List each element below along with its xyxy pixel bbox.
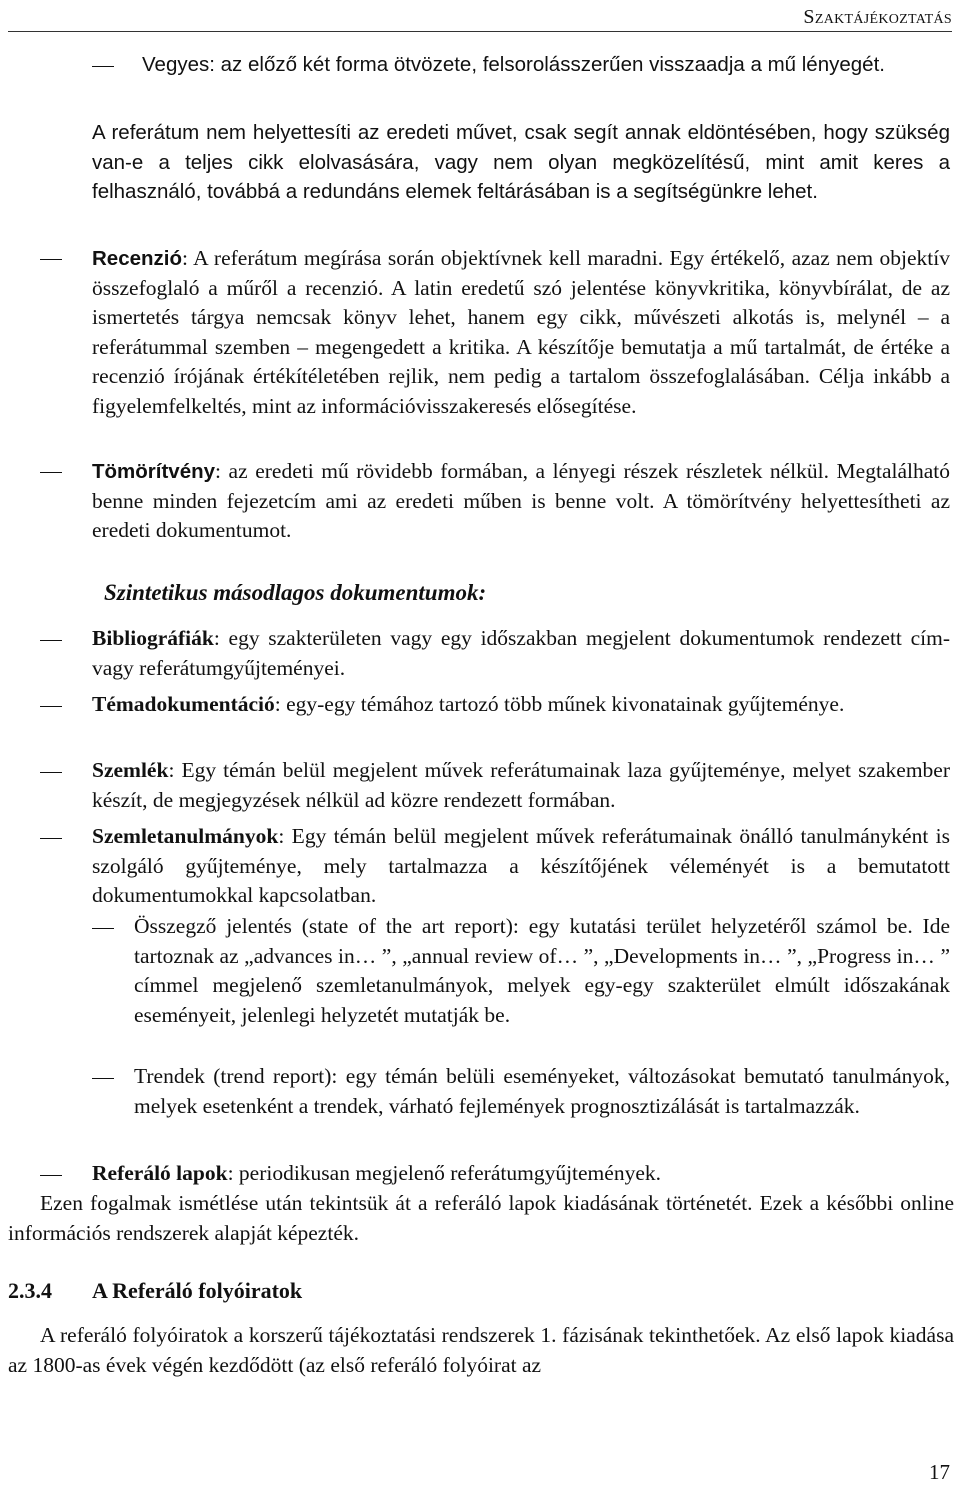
text-referalo-lapok: : periodikusan megjelenő referátumgyűjtemények. (227, 1161, 661, 1185)
text-bibliografiak: : egy szakterületen vagy egy időszakban megjelent dokumentumok rendezett cím- vagy referátumgyűjteményei. (92, 626, 950, 680)
text-szemlek: : Egy témán belül megjelent művek referátumainak laza gyűjteménye, melyet szakember készít, de megjegyzések nélkül ad közre rendezett formában. (92, 758, 950, 812)
list-item-temadokumentacio (92, 690, 950, 720)
section-heading-synthetic (104, 578, 486, 608)
section-heading-text: Szintetikus másodlagos dokumentumok: (104, 580, 487, 605)
list-dash (40, 640, 62, 641)
page-number: 17 (929, 1460, 950, 1484)
list-dash (40, 838, 62, 839)
text-temadokumentacio: : egy-egy témához tartozó több műnek kivonatainak gyűjteménye. (274, 692, 845, 716)
paragraph-referatum: A referátum nem helyettesíti az eredeti művet, csak segít annak eldöntésében, hogy szükség van-e a teljes cikk elolvasására, vagy nem olyan megközelítésű, mint amit keres a felhasználó, továbbá a redundáns elemek feltárásában is a segítségünkre lehet. (92, 121, 950, 203)
section-number-234: 2.3.4 (8, 1278, 52, 1303)
text-szemletanulmanyok: : Egy témán belül megjelent művek referátumainak önálló tanulmányként is szolgáló gyűjteménye, mely tartalmazza a készítőjének véleményét is a bemutatott dokumentumokkal kapcsolatban. (92, 824, 950, 907)
sub-list-dash (92, 1078, 114, 1079)
list-item-recenzio (92, 244, 950, 421)
paragraph-history: Ezen fogalmak ismétlése után tekintsük át a referáló lapok kiadásának történetét. Ezek a későbbi online információs rendszerek alapját képezték. (8, 1191, 954, 1245)
list-item-tomoritveny (92, 457, 950, 546)
list-dash (40, 472, 62, 473)
sub-item-osszegzo-jelentes: Összegző jelentés (state of the art report): egy kutatási terület helyzetéről számol be. Ide tartoznak az „advances in… ”, „annual review of… ”, „Developments in… ”, „Progress in… ” címmel megjelenő szemletanulmányok, melyek egy-egy szakterület elmúlt időszakának eseményeit, jelenlegi helyzetét mutatják be. (134, 914, 950, 1027)
running-header: Szaktájékoztatás (803, 6, 952, 28)
list-item-szemletanulmanyok (92, 822, 950, 911)
list-dash (40, 259, 62, 260)
list-dash (40, 1175, 62, 1176)
list-dash (40, 772, 62, 773)
term-temadokumentacio: Témadokumentáció (92, 692, 275, 716)
list-item-szemlek (92, 756, 950, 815)
text-recenzio: : A referátum megírása során objektívnek kell maradni. Egy értékelő, azaz nem objektív összefoglaló a műről a recenzió. A latin eredetű szó jelentése könyvkritika, könyvbírálat, de az ismertetés tárgya nemcsak könyv lehet, hanem egy cikk, művészeti alkotás is, melynél – a referátummal szemben – megengedett a kritika. A készítője bemutatja a mű tartalmát, de értéke a recenzió írójának értékítéletében rejlik, nem pedig a tartalom összefoglalásában. Célja inkább a figyelemfelkeltés, mint az információvisszakeresés elősegítése. (92, 246, 950, 418)
sub-item-trendek: Trendek (trend report): egy témán belüli eseményeket, változásokat bemutató tanulmányok, melyek esetenként a trendek, várható fejlemények prognosztizálását is tartalmazzák. (134, 1064, 950, 1118)
term-referalo-lapok: Referáló lapok (92, 1161, 228, 1185)
term-recenzio: Recenzió (92, 247, 182, 270)
list-item-referalo-lapok (92, 1159, 950, 1189)
list-dash (92, 66, 114, 67)
header-rule (8, 31, 952, 32)
term-bibliografiak: Bibliográfiák (92, 626, 214, 650)
term-szemletanulmanyok: Szemletanulmányok (92, 824, 279, 848)
list-dash (40, 706, 62, 707)
list-item-bibliografiak (92, 624, 950, 683)
text-tomoritveny: : az eredeti mű rövidebb formában, a lényegi részek részletek nélkül. Megtalálható benne minden fejezetcím ami az eredeti műben is benne volt. A tömörítvény helyettesítheti az eredeti dokumentumot. (92, 459, 950, 542)
paragraph-referalo-folyoiratok: A referáló folyóiratok a korszerű tájékoztatási rendszerek 1. fázisának tekinthetőek. Az első lapok kiadása az 1800-as évek végén kezdődött (az első referáló folyóirat az (8, 1323, 954, 1377)
list-item-vegyes: Vegyes: az előző két forma ötvözete, felsorolásszerűen visszaadja a mű lényegét. (142, 53, 885, 76)
term-szemlek: Szemlék (92, 758, 169, 782)
term-tomoritveny: Tömörítvény (92, 460, 216, 483)
sub-list-dash (92, 928, 114, 929)
section-title-234: A Referáló folyóiratok (92, 1278, 303, 1303)
